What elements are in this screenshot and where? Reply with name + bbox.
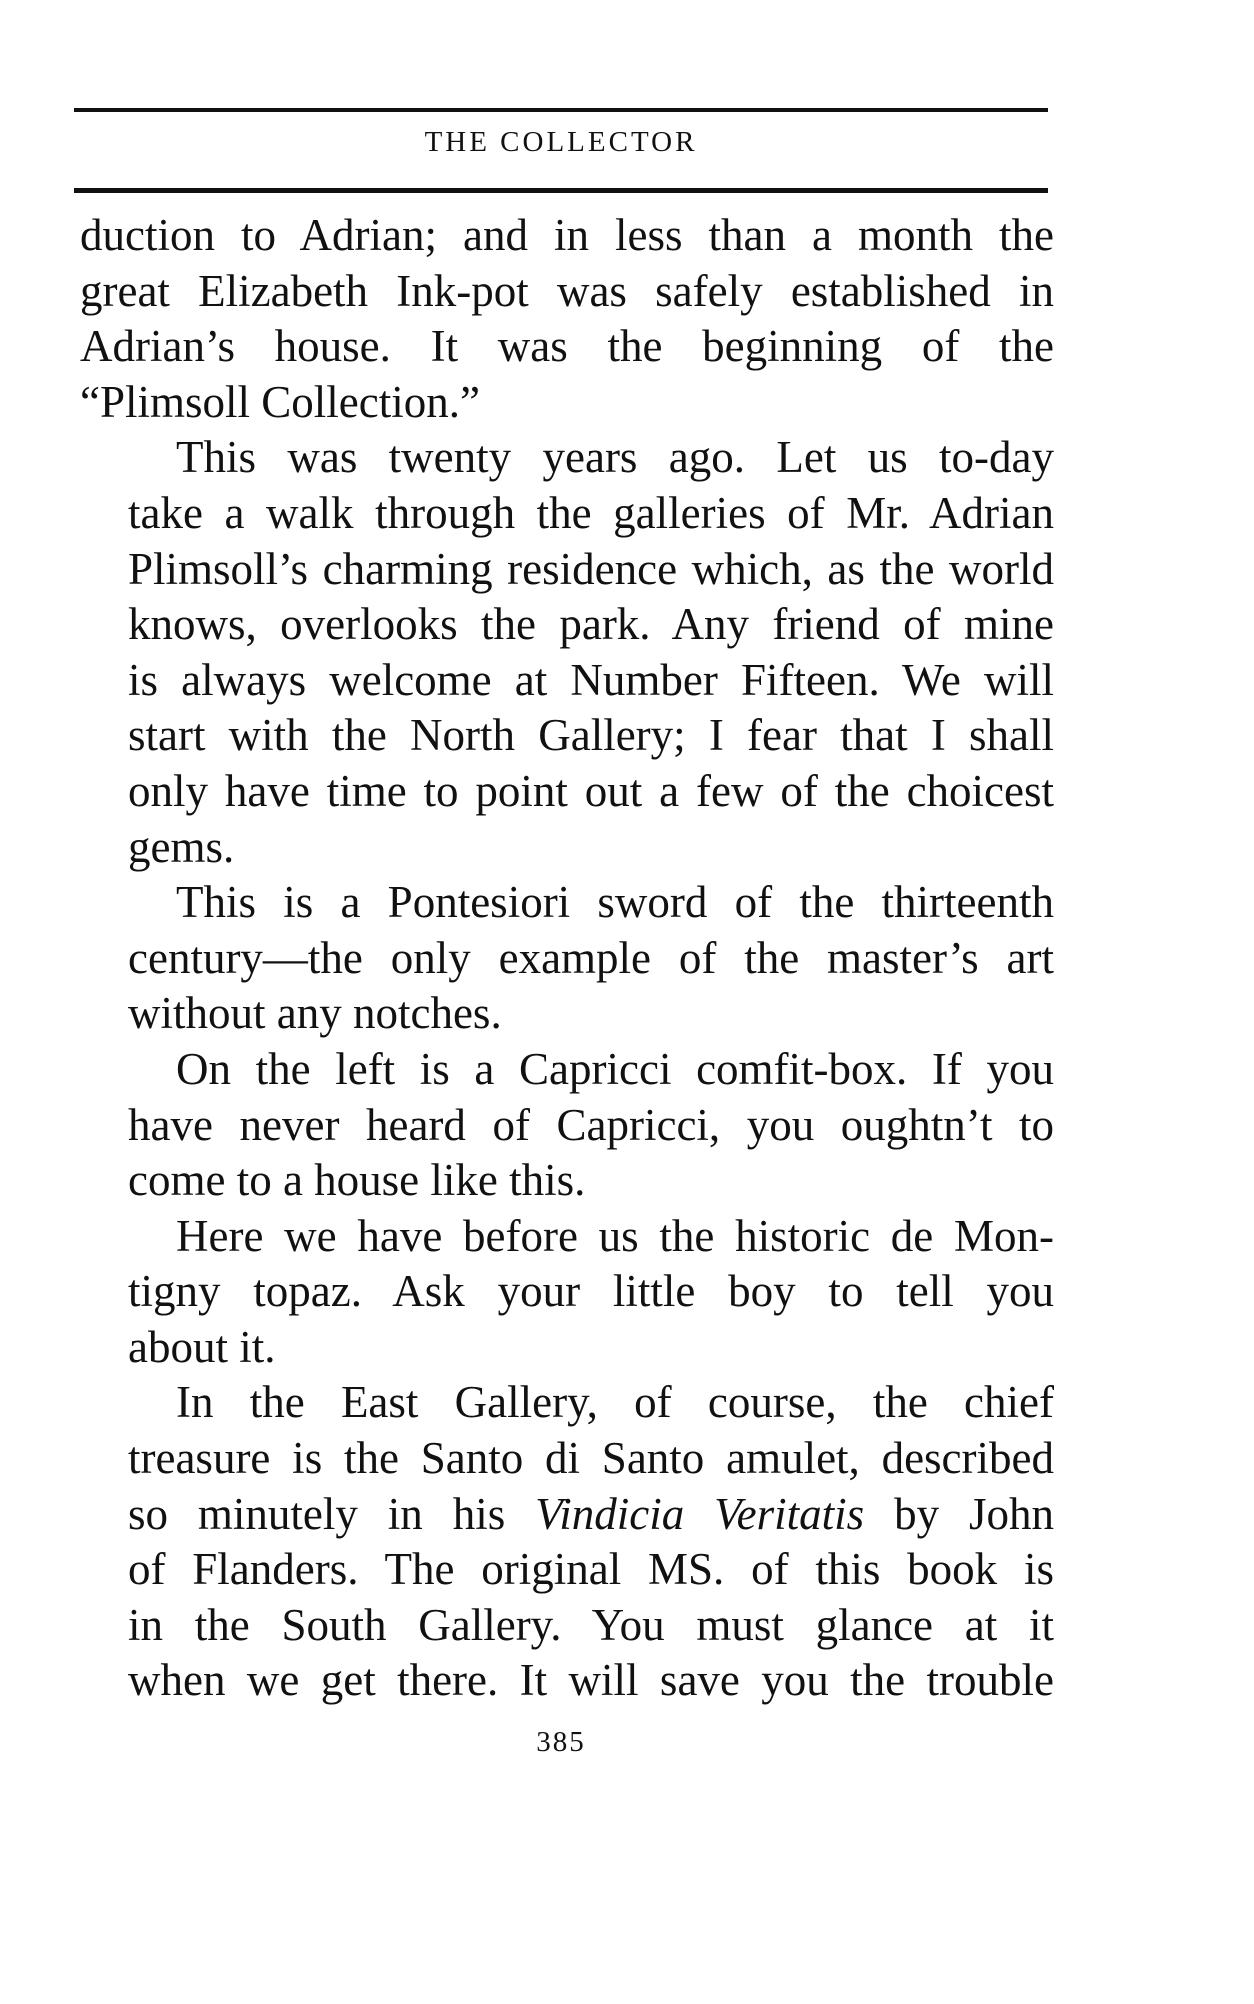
- text-line: gems.: [128, 821, 235, 872]
- text-line: come to a house like this.: [128, 1155, 586, 1206]
- text-line: great Elizabeth Ink-pot was safely established in: [80, 265, 1054, 316]
- text-line: Here we have before us the historic de Mon-: [176, 1210, 1054, 1261]
- text-line: This is a Pontesiori sword of the thirteenth: [176, 877, 1054, 928]
- body-text: [80, 208, 1054, 1709]
- page-number: 385: [536, 1726, 586, 1758]
- text-run: so minutely in his: [128, 1488, 536, 1539]
- text-line: only have time to point out a few of the choicest: [128, 765, 1054, 816]
- text-line: have never heard of Capricci, you oughtn’t to: [128, 1099, 1054, 1150]
- text-line: without any notches.: [128, 988, 502, 1039]
- paragraph: [80, 1042, 1054, 1209]
- text-line-with-italic-title: [80, 1487, 1054, 1543]
- text-line: Adrian’s house. It was the beginning of the: [80, 321, 1054, 372]
- text-line: knows, overlooks the park. Any friend of mine: [128, 599, 1054, 650]
- text-line: about it.: [128, 1321, 276, 1372]
- text-line: start with the North Gallery; I fear that I shall: [128, 710, 1054, 761]
- text-line: treasure is the Santo di Santo amulet, described: [128, 1433, 1054, 1484]
- text-line: take a walk through the galleries of Mr. Adrian: [128, 487, 1054, 538]
- header-top-rule: [74, 108, 1048, 112]
- text-run: by John: [864, 1488, 1055, 1539]
- text-line: in the South Gallery. You must glance at it: [128, 1599, 1054, 1650]
- text-line: is always welcome at Number Fifteen. We will: [128, 654, 1054, 705]
- running-head: THE COLLECTOR: [424, 126, 698, 158]
- paragraph: [80, 430, 1054, 875]
- text-line: Plimsoll’s charming residence which, as the world: [128, 543, 1054, 594]
- text-line: In the East Gallery, of course, the chief: [176, 1377, 1054, 1428]
- text-line: This was twenty years ago. Let us to-day: [176, 432, 1054, 483]
- paragraph: [80, 875, 1054, 1042]
- text-line: On the left is a Capricci comfit-box. If you: [176, 1043, 1054, 1094]
- book-title-italic: Vindicia Veritatis: [535, 1488, 865, 1539]
- header-bottom-rule: [74, 188, 1048, 193]
- paragraph: [80, 208, 1054, 430]
- text-line: century—the only example of the master’s art: [128, 932, 1054, 983]
- paragraph: [80, 1209, 1054, 1376]
- text-line: when we get there. It will save you the trouble: [128, 1655, 1054, 1706]
- text-line: duction to Adrian; and in less than a month the: [80, 210, 1054, 260]
- paragraph: [80, 1375, 1054, 1709]
- text-line: “Plimsoll Collection.”: [80, 376, 480, 427]
- text-line: tigny topaz. Ask your little boy to tell you: [128, 1266, 1054, 1317]
- text-line: of Flanders. The original MS. of this book is: [128, 1544, 1054, 1595]
